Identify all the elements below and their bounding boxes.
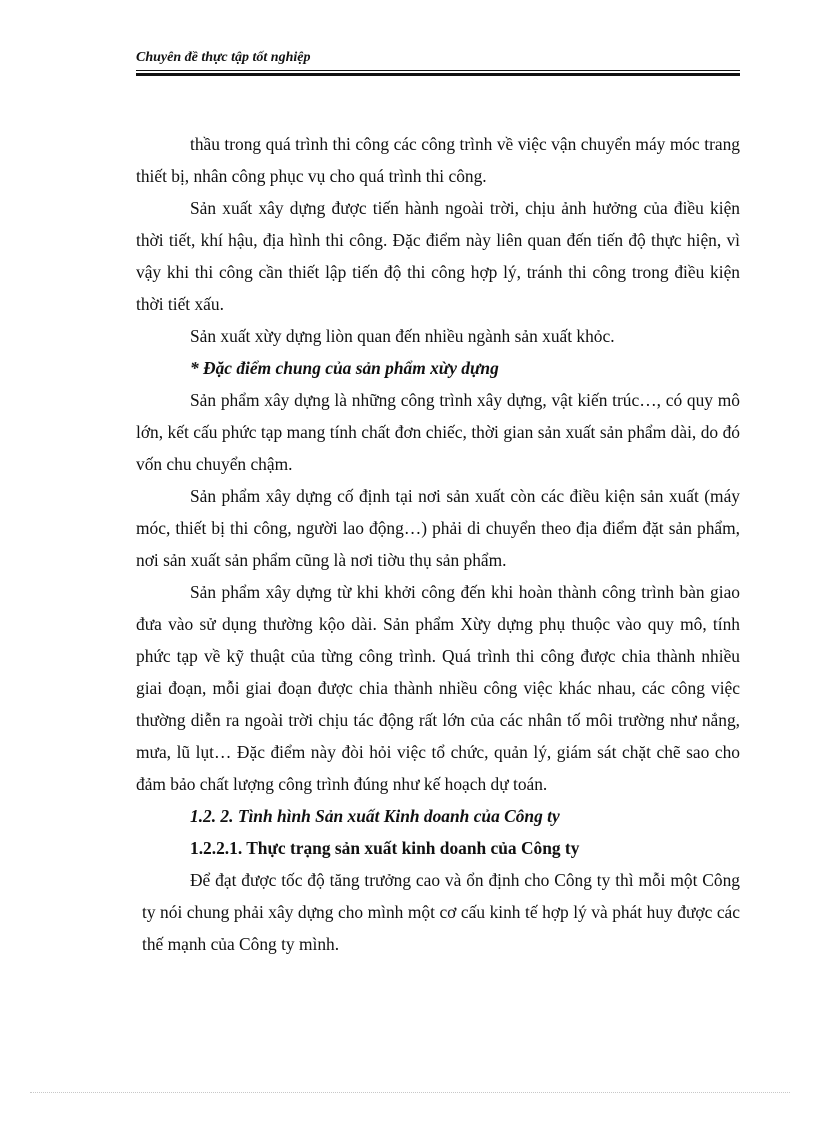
document-body [136, 128, 740, 960]
paragraph-outdoor-production: Sản xuất xây dựng được tiến hành ngoài trời, chịu ảnh hưởng của điều kiện thời tiết, khí hậu, địa hình thi công. Đặc điểm này liên quan đến tiến độ thực hiện, vì vậy khi thi công cần thiết lập tiến độ thi công hợp lý, tránh thi công trong điều kiện thời tiết xấu. [136, 198, 740, 314]
header-rule-thick [136, 73, 740, 76]
paragraph-growth-structure: Để đạt được tốc độ tăng trưởng cao và ổn định cho Công ty thì mỗi một Công ty nói chung phải xây dựng cho mình một cơ cấu kinh tế hợp lý và phát huy được các thế mạnh của Công ty mình. [142, 870, 740, 954]
page-header [136, 48, 740, 76]
paragraph-product-scale: Sản phẩm xây dựng là những công trình xây dựng, vật kiến trúc…, có quy mô lớn, kết cấu phức tạp mang tính chất đơn chiếc, thời gian sản xuất sản phẩm dài, do đó vốn chu chuyển chậm. [136, 390, 740, 474]
header-title: Chuyên đề thực tập tốt nghiệp [136, 50, 311, 65]
paragraph-continuation: thầu trong quá trình thi công các công trình về việc vận chuyển máy móc trang thiết bị, nhân công phục vụ cho quá trình thi công. [136, 134, 740, 186]
header-rule-thin [136, 70, 740, 71]
footer-dotted-line [30, 1092, 790, 1093]
heading-section-1-2-2: 1.2. 2. Tình hình Sản xuất Kinh doanh của Công ty [190, 806, 560, 826]
heading-product-characteristics: * Đặc điểm chung của sản phẩm xừy dựng [190, 358, 499, 378]
paragraph-construction-duration: Sản phẩm xây dựng từ khi khởi công đến khi hoàn thành công trình bàn giao đưa vào sử dụng thường kộo dài. Sản phẩm Xừy dựng phụ thuộc vào quy mô, tính phức tạp về kỹ thuật của từng công trình. Quá trình thi công được chia thành nhiều giai đoạn, mỗi giai đoạn được chia thành nhiều công việc khác nhau, các công việc thường diễn ra ngoài trời chịu tác động rất lớn của các nhân tố môi trường như nắng, mưa, lũ lụt… Đặc điểm này đòi hỏi việc tổ chức, quản lý, giám sát chặt chẽ sao cho đảm bảo chất lượng công trình đúng như kế hoạch dự toán. [136, 582, 740, 794]
paragraph-related-industries: Sản xuất xừy dựng liòn quan đến nhiều ngành sản xuất khỏc. [190, 326, 615, 346]
paragraph-product-fixed-location: Sản phẩm xây dựng cố định tại nơi sản xuất còn các điều kiện sản xuất (máy móc, thiết bị thi công, người lao động…) phải di chuyển theo địa điểm đặt sản phẩm, nơi sản xuất sản phẩm cũng là nơi tiờu thụ sản phẩm. [136, 486, 740, 570]
heading-section-1-2-2-1: 1.2.2.1. Thực trạng sản xuất kinh doanh của Công ty [190, 838, 580, 858]
